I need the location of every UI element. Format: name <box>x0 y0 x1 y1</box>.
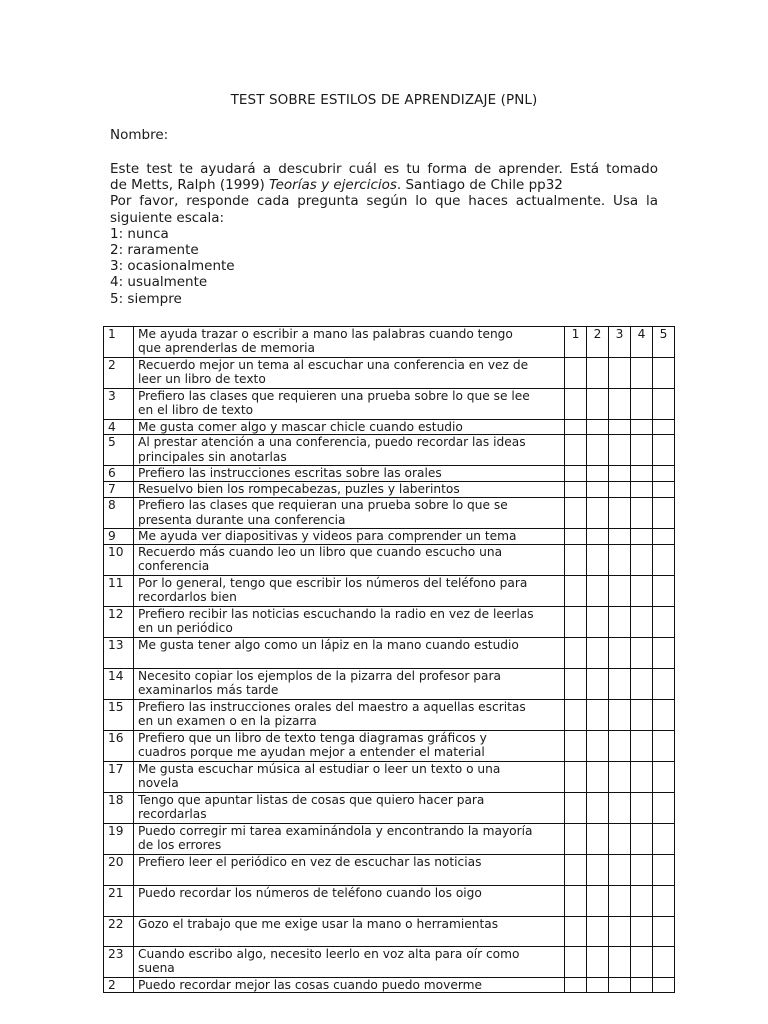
answer-cell-1[interactable] <box>565 420 587 435</box>
answer-cell-3[interactable] <box>609 761 631 792</box>
scale-item-4: 4: usualmente <box>110 274 208 291</box>
answer-cell-3[interactable] <box>609 637 631 668</box>
answer-cell-5[interactable] <box>653 420 675 435</box>
answer-cell-2[interactable] <box>587 389 609 420</box>
answer-cell-4[interactable] <box>631 823 653 854</box>
intro-line-3: Por favor, responde cada pregunta según lo que haces actualmente. Usa la <box>110 193 658 210</box>
answer-cell-2[interactable] <box>587 668 609 699</box>
document-title: TEST SOBRE ESTILOS DE APRENDIZAJE (PNL) <box>230 92 538 108</box>
answer-cell-5[interactable] <box>653 358 675 389</box>
question-text: Resuelvo bien los rompecabezas, puzles y laberintos <box>134 482 565 498</box>
question-row <box>104 946 675 977</box>
answer-cell-5[interactable] <box>653 977 675 992</box>
answer-cell-5[interactable] <box>653 823 675 854</box>
answer-cell-3[interactable] <box>609 498 631 529</box>
answer-cell-5[interactable] <box>653 637 675 668</box>
answer-cell-4[interactable] <box>631 668 653 699</box>
answer-cell-5[interactable] <box>653 498 675 529</box>
answer-cell-1[interactable] <box>565 575 587 606</box>
answer-cell-3[interactable] <box>609 668 631 699</box>
question-text: Me gusta comer algo y mascar chicle cuando estudio <box>134 420 565 435</box>
question-row <box>104 529 675 544</box>
question-number: 1 <box>104 327 134 358</box>
scale-list <box>110 226 658 307</box>
question-row <box>104 699 675 730</box>
answer-cell-2[interactable] <box>587 544 609 575</box>
question-row <box>104 575 675 606</box>
answer-cell-4[interactable] <box>631 420 653 435</box>
answer-cell-2[interactable] <box>587 977 609 992</box>
answer-cell-5[interactable] <box>653 792 675 823</box>
answer-cell-1[interactable] <box>565 977 587 992</box>
intro-line-4: siguiente escala: <box>110 209 225 226</box>
question-number: 8 <box>104 498 134 529</box>
answer-cell-4[interactable] <box>631 498 653 529</box>
question-number: 16 <box>104 730 134 761</box>
answer-cell-3[interactable] <box>609 358 631 389</box>
scale-item-1: 1: nunca <box>110 225 169 242</box>
question-number: 10 <box>104 544 134 575</box>
question-row <box>104 466 675 482</box>
question-number: 20 <box>104 854 134 885</box>
question-number: 18 <box>104 792 134 823</box>
questionnaire-body <box>104 327 675 993</box>
answer-cell-3[interactable] <box>609 529 631 544</box>
question-text: Al prestar atención a una conferencia, puedo recordar las ideas principales sin anotarlas <box>134 435 565 466</box>
answer-cell-5[interactable] <box>653 466 675 482</box>
question-number: 22 <box>104 916 134 946</box>
answer-cell-2[interactable] <box>587 699 609 730</box>
answer-cell-2[interactable] <box>587 482 609 498</box>
question-row <box>104 358 675 389</box>
question-row <box>104 885 675 916</box>
question-number: 7 <box>104 482 134 498</box>
answer-cell-4[interactable] <box>631 575 653 606</box>
answer-cell-1[interactable] <box>565 606 587 637</box>
question-row <box>104 730 675 761</box>
answer-cell-4[interactable] <box>631 885 653 916</box>
question-text: Recuerdo mejor un tema al escuchar una conferencia en vez de leer un libro de texto <box>134 358 565 389</box>
question-text: Prefiero las clases que requieren una prueba sobre lo que se lee en el libro de texto <box>134 389 565 420</box>
answer-cell-3[interactable] <box>609 482 631 498</box>
answer-cell-5[interactable] <box>653 435 675 466</box>
question-row <box>104 435 675 466</box>
question-number: 19 <box>104 823 134 854</box>
answer-cell-3[interactable] <box>609 544 631 575</box>
question-text: Puedo corregir mi tarea examinándola y encontrando la mayoría de los errores <box>134 823 565 854</box>
answer-cell-3[interactable] <box>609 730 631 761</box>
answer-cell-3[interactable] <box>609 699 631 730</box>
citation-author: de Metts, Ralph (1999) <box>110 177 270 194</box>
question-text: Por lo general, tengo que escribir los números del teléfono para recordarlos bien <box>134 575 565 606</box>
answer-cell-2[interactable] <box>587 916 609 946</box>
question-row <box>104 327 675 358</box>
answer-cell-1[interactable] <box>565 637 587 668</box>
answer-cell-5[interactable] <box>653 544 675 575</box>
answer-cell-1[interactable] <box>565 946 587 977</box>
answer-cell-2[interactable] <box>587 606 609 637</box>
question-row <box>104 792 675 823</box>
answer-cell-5[interactable] <box>653 606 675 637</box>
question-text: Puedo recordar mejor las cosas cuando puedo moverme <box>134 977 565 992</box>
answer-cell-1[interactable] <box>565 389 587 420</box>
question-row <box>104 916 675 946</box>
answer-cell-1[interactable] <box>565 435 587 466</box>
answer-cell-3[interactable] <box>609 389 631 420</box>
answer-cell-1[interactable] <box>565 916 587 946</box>
answer-cell-4[interactable] <box>631 792 653 823</box>
answer-cell-1[interactable] <box>565 482 587 498</box>
answer-cell-1[interactable] <box>565 823 587 854</box>
answer-cell-4[interactable] <box>631 544 653 575</box>
question-row <box>104 637 675 668</box>
answer-cell-4[interactable] <box>631 637 653 668</box>
answer-cell-3[interactable] <box>609 854 631 885</box>
scale-header-2: 2 <box>587 327 609 358</box>
question-text: Prefiero las instrucciones orales del maestro a aquellas escritas en un examen o en la pizarra <box>134 699 565 730</box>
answer-cell-4[interactable] <box>631 699 653 730</box>
question-text: Prefiero que un libro de texto tenga diagramas gráficos y cuadros porque me ayudan mejor a entender el material <box>134 730 565 761</box>
answer-cell-4[interactable] <box>631 730 653 761</box>
question-row <box>104 977 675 992</box>
question-text: Recuerdo más cuando leo un libro que cuando escucho una conferencia <box>134 544 565 575</box>
answer-cell-1[interactable] <box>565 885 587 916</box>
question-text: Tengo que apuntar listas de cosas que quiero hacer para recordarlas <box>134 792 565 823</box>
question-number: 2 <box>104 977 134 992</box>
question-row <box>104 544 675 575</box>
answer-cell-3[interactable] <box>609 823 631 854</box>
answer-cell-1[interactable] <box>565 529 587 544</box>
question-row <box>104 606 675 637</box>
answer-cell-5[interactable] <box>653 916 675 946</box>
answer-cell-4[interactable] <box>631 946 653 977</box>
scale-item-5: 5: siempre <box>110 290 182 307</box>
question-row <box>104 823 675 854</box>
answer-cell-3[interactable] <box>609 946 631 977</box>
answer-cell-5[interactable] <box>653 668 675 699</box>
question-number: 6 <box>104 466 134 482</box>
answer-cell-4[interactable] <box>631 358 653 389</box>
answer-cell-3[interactable] <box>609 606 631 637</box>
answer-cell-4[interactable] <box>631 916 653 946</box>
question-number: 9 <box>104 529 134 544</box>
question-text: Me ayuda ver diapositivas y videos para comprender un tema <box>134 529 565 544</box>
citation-book-title: Teorías y ejercicios <box>269 177 397 194</box>
answer-cell-4[interactable] <box>631 529 653 544</box>
answer-cell-2[interactable] <box>587 420 609 435</box>
answer-cell-2[interactable] <box>587 946 609 977</box>
intro-line-1: Este test te ayudará a descubrir cuál es tu forma de aprender. Está tomado <box>110 161 658 177</box>
question-number: 21 <box>104 885 134 916</box>
answer-cell-2[interactable] <box>587 637 609 668</box>
question-row <box>104 498 675 529</box>
answer-cell-1[interactable] <box>565 854 587 885</box>
intro-text <box>110 161 658 307</box>
answer-cell-1[interactable] <box>565 761 587 792</box>
question-number: 11 <box>104 575 134 606</box>
answer-cell-2[interactable] <box>587 435 609 466</box>
answer-cell-3[interactable] <box>609 792 631 823</box>
scale-item-2: 2: raramente <box>110 242 199 259</box>
question-row <box>104 482 675 498</box>
answer-cell-2[interactable] <box>587 823 609 854</box>
answer-cell-5[interactable] <box>653 389 675 420</box>
question-number: 13 <box>104 637 134 668</box>
answer-cell-1[interactable] <box>565 466 587 482</box>
answer-cell-4[interactable] <box>631 854 653 885</box>
question-row <box>104 668 675 699</box>
question-text: Me ayuda trazar o escribir a mano las palabras cuando tengo que aprenderlas de memoria <box>134 327 565 358</box>
answer-cell-5[interactable] <box>653 761 675 792</box>
answer-cell-1[interactable] <box>565 792 587 823</box>
question-number: 3 <box>104 389 134 420</box>
question-number: 15 <box>104 699 134 730</box>
answer-cell-1[interactable] <box>565 544 587 575</box>
answer-cell-4[interactable] <box>631 606 653 637</box>
question-text: Prefiero las clases que requieran una prueba sobre lo que se presenta durante una conferencia <box>134 498 565 529</box>
answer-cell-5[interactable] <box>653 529 675 544</box>
answer-cell-3[interactable] <box>609 916 631 946</box>
question-text: Prefiero recibir las noticias escuchando la radio en vez de leerlas en un periódico <box>134 606 565 637</box>
answer-cell-5[interactable] <box>653 946 675 977</box>
answer-cell-2[interactable] <box>587 730 609 761</box>
question-number: 2 <box>104 358 134 389</box>
scale-header-5: 5 <box>653 327 675 358</box>
answer-cell-1[interactable] <box>565 668 587 699</box>
name-label: Nombre: <box>110 127 169 143</box>
answer-cell-4[interactable] <box>631 435 653 466</box>
answer-cell-3[interactable] <box>609 977 631 992</box>
question-text: Prefiero leer el periódico en vez de escuchar las noticias <box>134 854 565 885</box>
question-number: 17 <box>104 761 134 792</box>
answer-cell-4[interactable] <box>631 466 653 482</box>
answer-cell-3[interactable] <box>609 466 631 482</box>
answer-cell-5[interactable] <box>653 482 675 498</box>
answer-cell-3[interactable] <box>609 435 631 466</box>
answer-cell-5[interactable] <box>653 699 675 730</box>
scale-header-1: 1 <box>565 327 587 358</box>
question-row <box>104 420 675 435</box>
question-text: Cuando escribo algo, necesito leerlo en voz alta para oír como suena <box>134 946 565 977</box>
scale-item-3: 3: ocasionalmente <box>110 258 235 275</box>
scale-header-4: 4 <box>631 327 653 358</box>
intro-line-2 <box>110 177 658 193</box>
answer-cell-5[interactable] <box>653 730 675 761</box>
answer-cell-3[interactable] <box>609 420 631 435</box>
answer-cell-1[interactable] <box>565 730 587 761</box>
answer-cell-4[interactable] <box>631 977 653 992</box>
answer-cell-4[interactable] <box>631 482 653 498</box>
question-row <box>104 854 675 885</box>
question-row <box>104 761 675 792</box>
question-number: 12 <box>104 606 134 637</box>
question-text: Me gusta escuchar música al estudiar o leer un texto o una novela <box>134 761 565 792</box>
answer-cell-5[interactable] <box>653 575 675 606</box>
question-text: Prefiero las instrucciones escritas sobre las orales <box>134 466 565 482</box>
scale-header-3: 3 <box>609 327 631 358</box>
answer-cell-2[interactable] <box>587 575 609 606</box>
question-number: 5 <box>104 435 134 466</box>
question-number: 4 <box>104 420 134 435</box>
answer-cell-2[interactable] <box>587 854 609 885</box>
answer-cell-2[interactable] <box>587 761 609 792</box>
questionnaire-table <box>103 326 675 993</box>
answer-cell-2[interactable] <box>587 358 609 389</box>
answer-cell-3[interactable] <box>609 575 631 606</box>
answer-cell-4[interactable] <box>631 761 653 792</box>
question-text: Necesito copiar los ejemplos de la pizarra del profesor para examinarlos más tarde <box>134 668 565 699</box>
question-row <box>104 389 675 420</box>
answer-cell-2[interactable] <box>587 529 609 544</box>
question-text: Me gusta tener algo como un lápiz en la mano cuando estudio <box>134 637 565 668</box>
answer-cell-3[interactable] <box>609 885 631 916</box>
answer-cell-2[interactable] <box>587 792 609 823</box>
question-number: 14 <box>104 668 134 699</box>
answer-cell-5[interactable] <box>653 854 675 885</box>
question-text: Gozo el trabajo que me exige usar la mano o herramientas <box>134 916 565 946</box>
answer-cell-4[interactable] <box>631 389 653 420</box>
answer-cell-2[interactable] <box>587 498 609 529</box>
question-number: 23 <box>104 946 134 977</box>
answer-cell-2[interactable] <box>587 885 609 916</box>
answer-cell-1[interactable] <box>565 699 587 730</box>
question-text: Puedo recordar los números de teléfono cuando los oigo <box>134 885 565 916</box>
answer-cell-5[interactable] <box>653 885 675 916</box>
citation-place: . Santiago de Chile pp32 <box>396 177 563 194</box>
answer-cell-2[interactable] <box>587 466 609 482</box>
answer-cell-1[interactable] <box>565 498 587 529</box>
answer-cell-1[interactable] <box>565 358 587 389</box>
